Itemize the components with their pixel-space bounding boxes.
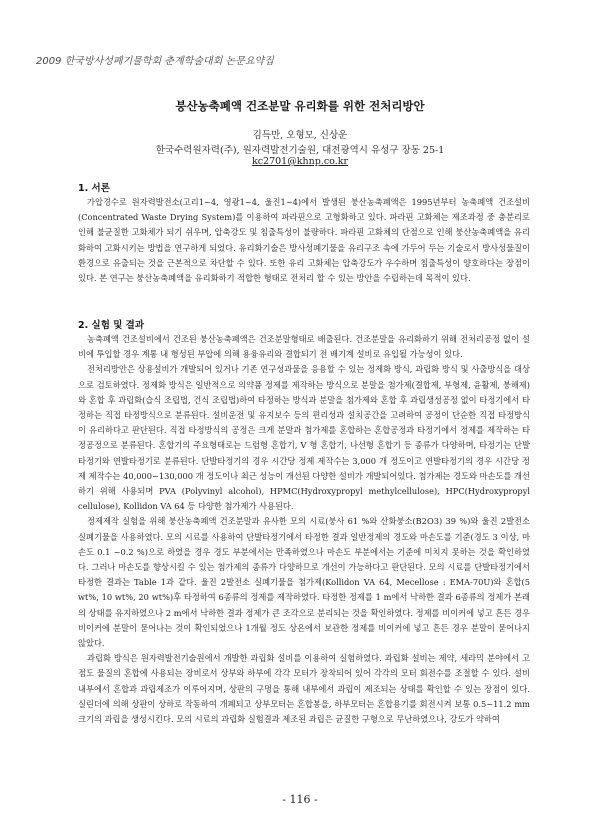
section-body-experiment [78,332,530,727]
paragraph: 전처리방안은 상용설비가 개발되어 있거나 기존 연구성과물을 응용할 수 있는 정제화 방식, 과립화 방식 및 사출방식을 대상으로 검토하였다. 정제화 방식은 일반적으로 의약품 정제를 제작하는 방식으로 분말을 첨가제(결합제, 부형제, 윤활제, 붕해제)와 혼합 후 과립화(습식 조립법, 건식 조립법)하여 타정하는 방식과 분말을 첨가제와 혼합 후 과립생성공정 없이 타정기에서 타정하는 직접 타정방식으로 분류된다. 설비운전 및 유지보수 등의 편리성과 설치공간을 고려하여 공정이 단순한 직접 타정방식이 유리하다고 판단된다. 직접 타정방식의 공정은 크게 분말과 첨가제를 혼합하는 혼합공정과 타정기에서 정제를 제작하는 타정공정으로 분류된다. 혼합기의 주요형태로는 드럼형 혼합기, V 형 혼합기, 나선형 혼합기 등 종류가 다양하며, 타정기는 단발타정기와 연발타정기로 분류된다. 단발타정기의 경우 시간당 정제 제작수는 3,000 개 정도이고 연발타정기의 경우 시간당 정제 제작수는 40,000~130,000 개 정도이나 최근 성능이 개선된 다양한 설비가 개발되어있다. 첨가제는 경도와 마손도를 개선하기 위해 사용되며 PVA (Polyvinyl alcohol), HPMC(Hydroxypropyl methylcellulose), HPC(Hydroxypropyl cellulose), Kollidon VA 64 등 다양한 첨가제가 사용된다. [78,364,530,512]
affiliation: 한국수력원자력(주), 원자력발전기술원, 대전광역시 유성구 장동 25-1 [155,145,445,156]
paragraph: 가압경수로 원자력발전소(고리1~4, 영광1~4, 울진1~4)에서 발생된 붕산농축폐액은 1995년부터 농축폐액 건조설비(Concentrated Waste Drying System)를 이용하여 파라핀으로 고형화하고 있다. 파라핀 고화체는 제조과정 중 충분리로 인해 불균질한 고화체가 되기 쉬우며, 압축강도 및 침출특성이 불량하다. 파라핀 고화체의 단점으로 인해 붕산농축폐액을 유리화하여 고화시키는 방법을 연구하게 되었다. 유리화기술은 방사성폐기물을 유리구조 속에 가두어 두는 기술로서 방사성물질이 환경으로 유출되는 것을 근본적으로 차단할 수 있다. 또한 유리 고화체는 압축강도가 우수하며 침출특성이 양호하다는 장점이 있다. 본 연구는 붕산농축폐액을 유리화하기 적합한 형태로 전처리 할 수 있는 방안을 수립하는데 목적이 있다. [78,197,530,284]
paragraph: 농축폐액 건조설비에서 건조된 붕산농축폐액은 건조분말형태로 배출된다. 건조분말을 유리화하기 위해 전처리공정 없이 설비에 투입할 경우 계통 내 형성된 부압에 의해 용융유리와 결합되기 전 배기계 설비로 유입될 가능성이 있다. [78,334,530,360]
paper-title: 붕산농축폐액 건조분말 유리화를 위한 전처리방안 [175,99,425,113]
section-heading-experiment: 2. 실험 및 결과 [78,320,145,331]
section-body-introduction [78,195,530,286]
email-link[interactable]: kc2701@khnp.co.kr [251,156,349,167]
authors: 김득만, 오형모, 신상운 [252,130,348,141]
section-heading-introduction: 1. 서론 [78,183,110,194]
page-number: - 116 - [282,793,318,806]
paragraph: 정제제작 실험을 위해 붕산농축폐액 건조분말과 유사한 모의 시료(붕사 61 %와 산화붕소(B2O3) 39 %)와 울진 2발전소 실폐기물을 사용하였다. 모의 시료를 사용하여 단발타정기에서 타정한 결과 일반정제의 경도와 마손도를 기준(경도 3 이상, 마손도 0.1 ~0.2 %)으로 하였을 경우 경도 부분에서는 만족하였으나 마손도 부분에서는 기준에 미치지 못하는 것을 확인하였다. 그러나 마손도를 향상시킬 수 있는 첨가제의 종류가 다양하므로 개선이 가능하다고 판단된다. 모의 시료를 단발타정기에서 타정한 결과는 Table 1과 같다. 울진 2발전소 실폐기물을 첨가제(Kollidon VA 64, Mecellose : EMA-70U)와 혼합(5 wt%, 10 wt%, 20 wt%)후 타정하여 6종류의 정제를 제작하였다. 타정한 정제를 1 m에서 낙하한 결과 6종류의 정제가 본래의 상태를 유지하였으나 2 m에서 낙하한 결과 정제가 큰 조각으로 분리되는 것을 확인하였다. 정제를 비이커에 넣고 흔든 경우 비이커에 분말이 묻어나는 것이 확인되었으나 1개월 정도 상온에서 보관한 정제를 비이커에 넣고 흔든 경우 분말이 묻어나지 않았다. [78,516,530,649]
paragraph: 과립화 방식은 원자력발전기술원에서 개발한 과립화 설비를 이용하여 실험하였다. 과립화 설비는 제약, 세라믹 분야에서 고점도 물질의 혼합에 사용되는 장비로서 상부와 하부에 각각 모터가 장착되어 있어 각각의 모터 회전수를 조절할 수 있다. 설비 내부에서 혼합과 과립제조가 이루어지며, 상판의 구멍을 통해 내부에서 과립이 제조되는 상태를 확인할 수 있는 장점이 있다. 실린더에 의해 상판이 상하로 작동하여 개폐되고 상부모터는 혼합봉을, 하부모터는 혼합용기를 회전시켜 보통 0.5~11.2 mm 크기의 과립을 생성시킨다. 모의 시료의 과립화 실험결과 제조된 과립은 균질한 구형으로 무난하였으나, 강도가 약하여 [78,653,530,725]
running-header: 2009 한국방사성폐기물학회 춘계학술대회 논문요약집 [36,56,274,67]
